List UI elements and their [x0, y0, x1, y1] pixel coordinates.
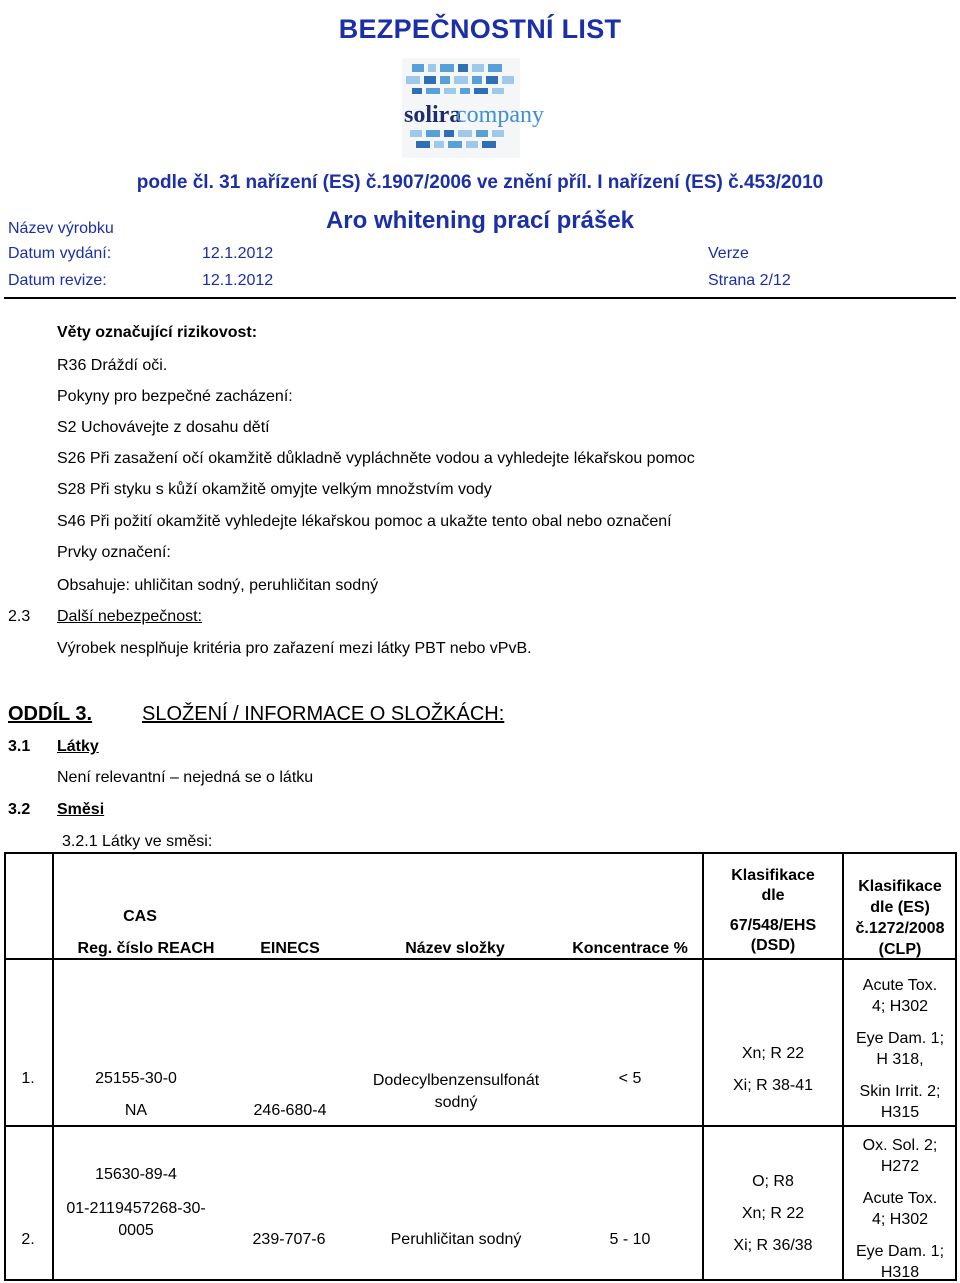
contains-text: Obsahuje: uhličitan sodný, peruhličitan sodný	[57, 577, 379, 594]
row-2-dsd-line: Xi; R 36/38	[733, 1237, 813, 1254]
header-dsd-line: (DSD)	[750, 937, 796, 954]
regulation-line: podle čl. 31 nařízení (ES) č.1907/2006 ve znění příl. I nařízení (ES) č.453/2010	[136, 172, 824, 193]
issue-label: Datum vydání:	[8, 245, 112, 262]
row-1-clp	[846, 975, 954, 1123]
other-hazards-heading: Další nebezpečnost:	[57, 608, 202, 625]
header-concentration: Koncentrace %	[572, 940, 688, 957]
header-dsd-classification	[706, 866, 840, 956]
s-phrase: S46 Při požití okamžitě vyhledejte lékařskou pomoc a ukažte tento obal nebo označení	[57, 513, 672, 530]
header-component-name: Název složky	[405, 940, 505, 957]
header-clp-classification	[846, 876, 954, 960]
row-2-clp	[846, 1135, 954, 1283]
subsection-32-number: 3.2	[8, 801, 31, 818]
table-left-border	[4, 852, 6, 1281]
product-label: Název výrobku	[8, 220, 114, 237]
row-1-reach: NA	[124, 1102, 148, 1119]
logo-mosaic	[402, 58, 544, 158]
row-2-dsd-line: Xn; R 22	[741, 1205, 805, 1222]
row-1-component-name	[354, 1070, 558, 1114]
subsection-321-text: 3.2.1 Látky ve směsi:	[62, 833, 213, 850]
row-1-clp-line: Acute Tox.	[862, 977, 938, 994]
row-2-dsd-line: O; R8	[752, 1173, 794, 1190]
table-header-divider	[4, 958, 956, 960]
row-1-clp-line: H 318,	[876, 1051, 924, 1068]
row-1-name-line: sodný	[434, 1094, 478, 1111]
row-2-number: 2.	[21, 1231, 35, 1248]
logo-text-solira: solira	[404, 102, 462, 128]
table-row-divider	[4, 1125, 956, 1127]
row-1-dsd	[706, 1038, 840, 1102]
row-1-clp-line: H315	[880, 1104, 920, 1121]
header-clp-line: dle (ES)	[870, 899, 930, 916]
row-1-dsd-line: Xn; R 22	[741, 1045, 805, 1062]
table-top-border	[4, 852, 956, 854]
r-phrases-heading: Věty označující rizikovost:	[57, 324, 258, 341]
s-phrase: S28 Při styku s kůží okamžitě omyjte velkým množstvím vody	[57, 481, 492, 498]
table-column-divider	[52, 852, 54, 1281]
header-dsd-line: dle	[761, 887, 785, 904]
subsection-32-title: Směsi	[57, 801, 105, 818]
row-2-clp-line: H318	[880, 1264, 920, 1281]
revision-label: Datum revize:	[8, 272, 107, 289]
row-1-einecs: 246-680-4	[253, 1102, 327, 1119]
row-2-clp-line: Acute Tox.	[862, 1190, 938, 1207]
row-2-clp-line: 4; H302	[871, 1211, 929, 1228]
pbt-text: Výrobek nesplňuje kritéria pro zařazení mezi látky PBT nebo vPvB.	[57, 640, 532, 657]
s-phrase: S2 Uchovávejte z dosahu dětí	[57, 419, 270, 436]
row-1-cas: 25155-30-0	[95, 1070, 177, 1087]
row-1-clp-line: 4; H302	[871, 998, 929, 1015]
table-column-divider	[842, 852, 844, 1281]
document-title: BEZPEČNOSTNÍ LIST	[338, 14, 622, 44]
row-2-clp-line: Ox. Sol. 2;	[862, 1137, 938, 1154]
row-2-reach-line: 01-2119457268-30-	[66, 1200, 206, 1217]
version-label: Verze	[708, 245, 749, 262]
subsection-31-text: Není relevantní – nejedná se o látku	[57, 769, 314, 786]
row-2-clp-line: Eye Dam. 1;	[855, 1243, 945, 1260]
row-2-concentration: 5 - 10	[609, 1231, 651, 1248]
s-phrases-heading: Pokyny pro bezpečné zacházení:	[57, 388, 293, 405]
page-label: Strana 2/12	[708, 272, 791, 289]
row-2-reach	[56, 1198, 216, 1242]
logo-text-company: company	[456, 102, 544, 128]
section-number: ODDÍL 3.	[8, 703, 93, 725]
issue-date: 12.1.2012	[202, 245, 274, 262]
row-2-einecs: 239-707-6	[252, 1231, 326, 1248]
label-elements-heading: Prvky označení:	[57, 544, 171, 561]
header-clp-line: č.1272/2008	[855, 920, 945, 937]
s-phrase: S26 Při zasažení očí okamžitě důkladně vypláchněte vodou a vyhledejte lékařskou pomoc	[57, 450, 695, 467]
r36-text: R36 Dráždí oči.	[57, 357, 168, 374]
header-dsd-line: Klasifikace	[731, 867, 815, 884]
subsection-31-title: Látky	[57, 738, 99, 755]
subsection-31-number: 3.1	[8, 738, 31, 755]
row-2-dsd	[706, 1166, 840, 1262]
header-clp-line: Klasifikace	[858, 878, 942, 895]
header-cas: CAS	[123, 908, 157, 925]
row-1-concentration: < 5	[618, 1070, 642, 1087]
row-1-dsd-line: Xi; R 38-41	[732, 1077, 814, 1094]
header-dsd-line: 67/548/EHS	[729, 917, 817, 934]
table-column-divider	[702, 852, 704, 1281]
table-right-border	[955, 852, 957, 1281]
header-clp-line: (CLP)	[878, 941, 922, 958]
revision-date: 12.1.2012	[202, 272, 274, 289]
section-title: SLOŽENÍ / INFORMACE O SLOŽKÁCH:	[142, 703, 505, 725]
row-2-clp-line: H272	[880, 1158, 920, 1175]
header-divider	[4, 297, 956, 299]
header-einecs: EINECS	[260, 940, 320, 957]
table-bottom-border	[4, 1279, 956, 1281]
row-1-clp-line: Eye Dam. 1;	[855, 1030, 945, 1047]
row-2-reach-line: 0005	[118, 1222, 154, 1239]
row-2-cas: 15630-89-4	[95, 1166, 177, 1183]
other-hazards-number: 2.3	[8, 608, 31, 625]
header-reach: Reg. číslo REACH	[77, 940, 215, 957]
row-1-clp-line: Skin Irrit. 2;	[859, 1083, 941, 1100]
row-1-number: 1.	[21, 1070, 35, 1087]
company-logo	[402, 58, 544, 158]
row-1-name-line: Dodecylbenzensulfonát	[372, 1072, 540, 1089]
row-2-component-name: Peruhličitan sodný	[390, 1231, 522, 1248]
product-name: Aro whitening prací prášek	[325, 207, 635, 234]
